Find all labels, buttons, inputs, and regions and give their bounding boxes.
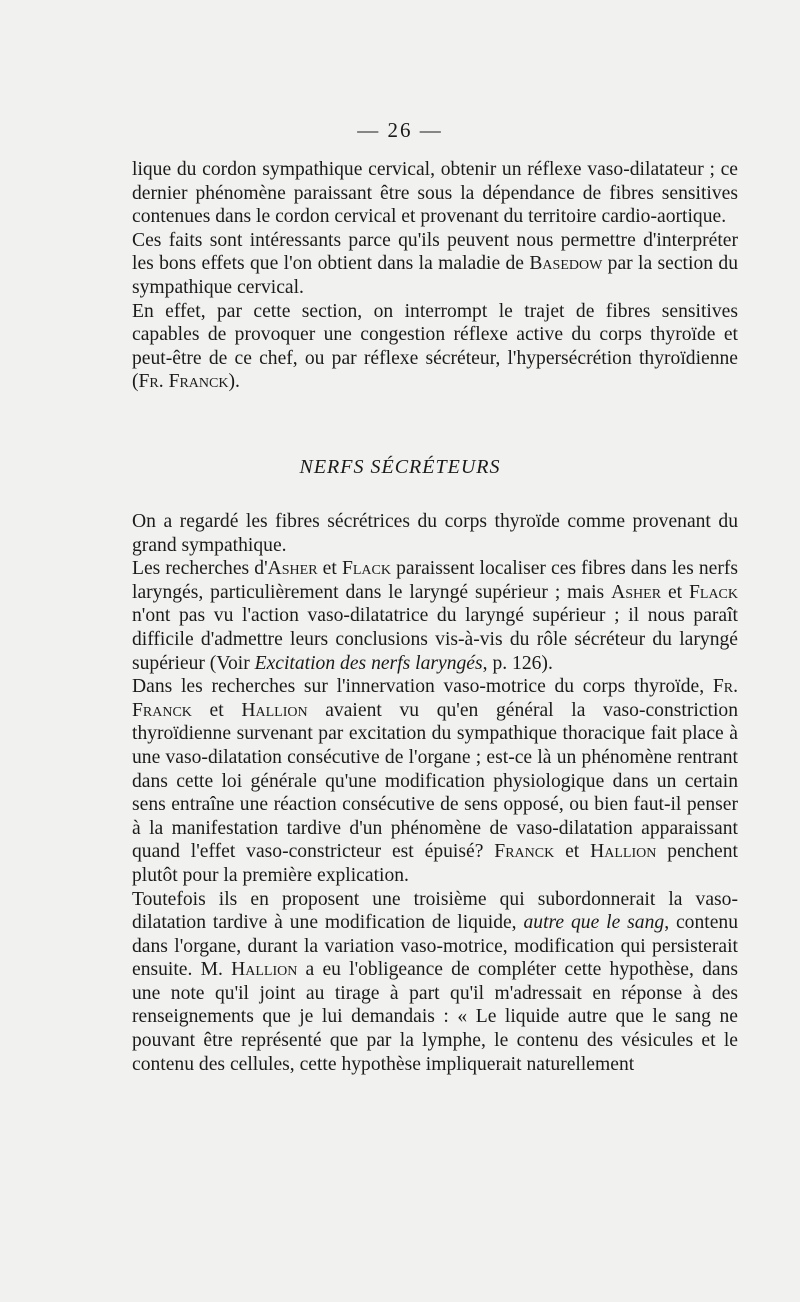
author-name: Asher (267, 558, 318, 580)
author-name: Hallion (590, 841, 657, 863)
paragraph: lique du cordon sympathique cervical, obtenir un réflexe vaso-dilatateur ; ce dernier phénomène paraissant être sous la dépendance de fibres sensitives contenues dans le cordon cervical et provenant du territoire cardio-aortique. (132, 159, 738, 228)
paragraph: Les recherches d'Asher et Flack paraissent localiser ces fibres dans les nerfs laryngés, particulièrement dans le laryngé supérieur ; mais Asher et Flack n'ont pas vu l'action vaso-dilatatrice du laryngé supérieur ; il nous paraît difficile d'admettre leurs conclusions vis-à-vis du rôle sécréteur du laryngé supérieur (Voir Excitation des nerfs laryngés, p. 126). (132, 558, 739, 674)
author-name: Flack (689, 581, 739, 603)
author-name: Hallion (241, 699, 308, 721)
author-name: Flack (341, 558, 391, 580)
paragraph: En effet, par cette section, on interrompt le trajet de fibres sensitives capables de provoquer une congestion réflexe active du corps thyroïde et peut-être de ce chef, ou par réflexe sécréteur, l'hypersécrétion thyroïdienne (Fr. Franck). (132, 300, 738, 393)
page-number: — 26 — (357, 118, 443, 142)
text-block-top (132, 158, 738, 394)
author-name: Fr. Franck (132, 676, 738, 721)
paragraph: Dans les recherches sur l'innervation vaso-motrice du corps thyroïde, Fr. Franck et Hallion avaient vu qu'en général la vaso-constriction thyroïdienne survenant par excitation du sympathique thoracique fait place à une vaso-dilatation consécutive de l'organe ; est-ce là un phénomène rentrant dans cette loi générale qu'une modification physiologique dans un certain sens entraîne une réaction consécutive de sens opposé, ou bien faut-il penser à la manifestation tardive d'un phénomène de vaso-dilatation apparaissant quand l'effet vaso-constricteur est épuisé? Franck et Hallion penchent plutôt pour la première explication. (132, 676, 738, 886)
text-block-bottom (132, 510, 738, 1076)
paragraph: Ces faits sont intéressants parce qu'ils peuvent nous permettre d'interpréter les bons effets que l'on obtient dans la maladie de Basedow par la section du sympathique cervical. (132, 229, 738, 298)
author-name: Asher (611, 581, 662, 603)
paragraph: Toutefois ils en proposent une troisième qui subordonnerait la vaso-dilatation tardive à une modification de liquide, autre que le sang, contenu dans l'organe, durant la variation vaso-motrice, modification qui persisterait ensuite. M. Hallion a eu l'obligeance de compléter cette hypothèse, dans une note qu'il joint au tirage à part qu'il m'adressait en réponse à des renseignements que je lui demandais : « Le liquide autre que le sang ne pouvant être représenté que par la lymphe, le contenu des vésicules et le contenu des cellules, cette hypothèse impliquerait naturellement (132, 888, 738, 1075)
italic-phrase: autre que le sang (523, 912, 665, 934)
paragraph: On a regardé les fibres sécrétrices du corps thyroïde comme provenant du grand sympathique. (132, 511, 738, 556)
section-heading: NERFS SÉCRÉTEURS (299, 456, 501, 478)
author-name: Franck (494, 841, 555, 863)
italic-reference: Excitation des nerfs laryngés (254, 652, 483, 674)
author-name: Fr. Franck (138, 371, 229, 393)
author-name: Basedow (529, 253, 603, 275)
author-name: Hallion (231, 959, 298, 981)
